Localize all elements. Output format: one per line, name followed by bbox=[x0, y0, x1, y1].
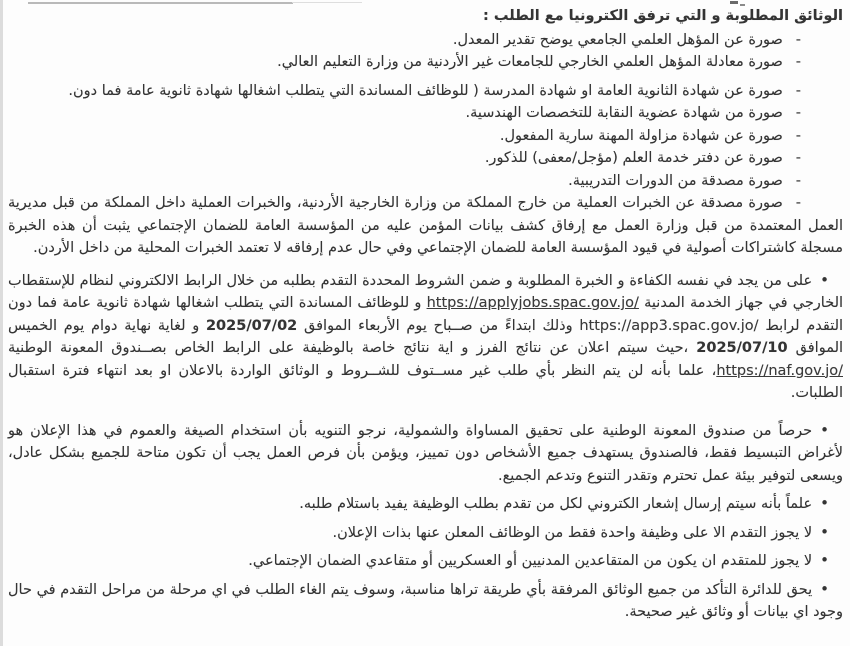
scan-top-border-line bbox=[28, 2, 293, 4]
spacer bbox=[8, 260, 843, 269]
list-item-degree-equivalency bbox=[8, 51, 843, 74]
list-item-text: صورة مصدقة من الدورات التدريبية. bbox=[568, 172, 783, 189]
list-item-text: صورة عن المؤهل العلمي الجامعي يوضح تقدير المعدل. bbox=[452, 31, 783, 48]
single-job-rule-text: لا يجوز التقدم الا على وظيفة واحدة فقط من الوظائف المعلن عنها بذات الإعلان. bbox=[332, 524, 813, 541]
bullet-icon: • bbox=[820, 420, 829, 439]
list-item-military-service-book bbox=[8, 147, 843, 170]
scan-left-border-line bbox=[0, 0, 3, 646]
procedure-text-1: على من يجد في نفسه الكفاءة و الخبرة المطلوبة و ضمن الشروط المحددة التقدم بطلبه من خلال الرابط الالكتروني لنظام للإستقطاب الخارجي في جهاز الخدمة المدنية bbox=[8, 272, 844, 311]
dash-icon: - bbox=[795, 105, 801, 121]
scan-artifact-speck bbox=[740, 4, 745, 6]
start-date: 2025/07/02 bbox=[205, 317, 298, 334]
dash-icon: - bbox=[795, 127, 801, 144]
naf-link[interactable]: https://naf.gov.jo/ bbox=[716, 362, 843, 379]
procedure-text-4: و لغاية نهاية دوام يوم الخميس الموافق bbox=[8, 317, 844, 356]
scan-artifact-speck bbox=[730, 1, 738, 4]
bullet-icon: • bbox=[820, 579, 829, 598]
list-item-text: صورة عن دفتر خدمة العلم (مؤجل/معفى) للذكور. bbox=[484, 150, 783, 166]
retirees-rule-text: لا يجوز للمتقدم ان يكون من المتقاعدين المدنيين أو العسكريين أو متقاعدي الضمان الإجتماعي. bbox=[248, 553, 813, 569]
verification-rule-text: يحق للدائرة التأكد من جميع الوثائق المرفقة بأي طريقة تراها مناسبة، وسوف يتم الغاء الطلب في اي مرحلة من مراحل التقدم في حال وجود اي بيانات أو وثائق غير صحيحة. bbox=[8, 581, 843, 620]
receipt-notice-text: علماً بأنه سيتم إرسال إشعار الكتروني لكل من تقدم بطلب الوظيفة يفيد باستلام طلبه. bbox=[299, 496, 813, 512]
bullet-icon: • bbox=[820, 270, 829, 289]
list-item-text: صورة عن شهادة مزاولة المهنة سارية المفعول. bbox=[499, 127, 783, 144]
list-item-syndicate-membership bbox=[8, 102, 843, 125]
equality-statement-paragraph bbox=[8, 419, 843, 488]
spacer bbox=[8, 410, 843, 419]
bullet-icon: • bbox=[820, 494, 829, 512]
list-item-university-degree bbox=[8, 29, 843, 52]
dash-icon: - bbox=[795, 195, 801, 211]
application-procedure-paragraph bbox=[8, 269, 843, 405]
list-item-training-courses bbox=[8, 170, 843, 193]
list-item-work-experience-certificates bbox=[8, 192, 843, 260]
receipt-notice-item bbox=[8, 492, 843, 516]
procedure-text-5: ،حيث سيتم اعلان عن نتائج الفرز و اية نتائج خاصة بالوظيفة على الرابط الخاص بصــندوق المعونة الوطنية bbox=[8, 340, 689, 356]
list-item-secondary-certificate bbox=[8, 80, 843, 103]
list-item-practice-license bbox=[8, 125, 843, 148]
bullet-icon: • bbox=[820, 522, 829, 541]
app3-link[interactable]: https://app3.spac.gov.jo/ bbox=[579, 317, 759, 334]
procedure-text-3: وذلك ابتداءً من صــباح يوم الأربعاء الموافق bbox=[304, 317, 573, 334]
dash-icon: - bbox=[795, 82, 801, 99]
applyjobs-link[interactable]: https://applyjobs.spac.gov.jo/ bbox=[426, 295, 639, 311]
list-item-text: صورة عن شهادة الثانوية العامة او شهادة المدرسة ( للوظائف المساندة التي يتطلب اشغالها شهادة ثانوية عامة فما دون. bbox=[68, 82, 783, 99]
list-item-text: صورة من شهادة عضوية النقابة للتخصصات الهندسية. bbox=[465, 105, 783, 121]
bullet-icon: • bbox=[820, 551, 829, 569]
single-job-rule-item bbox=[8, 521, 843, 545]
scan-top-border-line-faint bbox=[292, 2, 362, 3]
verification-rule-item bbox=[8, 578, 843, 624]
procedure-text-6: ، علما بأنه لن يتم النظر بأي طلب غير مســتوف للشــروط و الوثائق الواردة بالاعلان او بعد انتهاء فترة استقبال الطلبات. bbox=[8, 362, 843, 401]
dash-icon: - bbox=[795, 150, 801, 166]
dash-icon: - bbox=[795, 31, 801, 48]
dash-icon: - bbox=[795, 54, 801, 70]
list-item-text: صورة مصدقة عن الخبرات العملية من خارج المملكة من وزارة الخارجية الأردنية، والخبرات العملية داخل المملكة من قبل مديرية العمل المعتمدة من قبل وزارة العمل مع إرفاق كشف بيانات المؤمن عليه من المؤسسة العامة للضمان الإجتماعي يثبت أن هذه الخبرة مسجلة كاشتراكات أصولية في قيود المؤسسة العامة للضمان الإجتماعي وفي حال عدم إرفاقه لا تعتمد الخبرات المحلية من داخل الأردن. bbox=[8, 195, 843, 256]
dash-icon: - bbox=[795, 172, 801, 189]
equality-text: حرصاً من صندوق المعونة الوطنية على تحقيق المساواة والشمولية، نرجو التنويه بأن استخدام الصيغة والعموم في هذا الإعلان هو لأغراض التبسيط فقط، فالصندوق يستهدف جميع الأشخاص دون تمييز، ويؤمن بأن فرص العمل يجب أن تكون متاحة للجميع بشكل عادل، ويسعى لتوفير بيئة عمل تحترم وتقدر التنوع وتدعم الجميع. bbox=[8, 422, 843, 484]
end-date: 2025/07/10 bbox=[696, 340, 788, 356]
required-documents-heading: الوثائق المطلوبة و التي ترفق الكترونيا مع الطلب : bbox=[483, 8, 843, 24]
list-item-text: صورة معادلة المؤهل العلمي الخارجي للجامعات غير الأردنية من وزارة التعليم العالي. bbox=[277, 54, 783, 70]
retirees-rule-item bbox=[8, 549, 843, 573]
procedure-text-2: و للوظائف المساندة التي يتطلب اشغالها شهادة ثانوية عامة فما دون التقدم لرابط bbox=[8, 295, 844, 334]
